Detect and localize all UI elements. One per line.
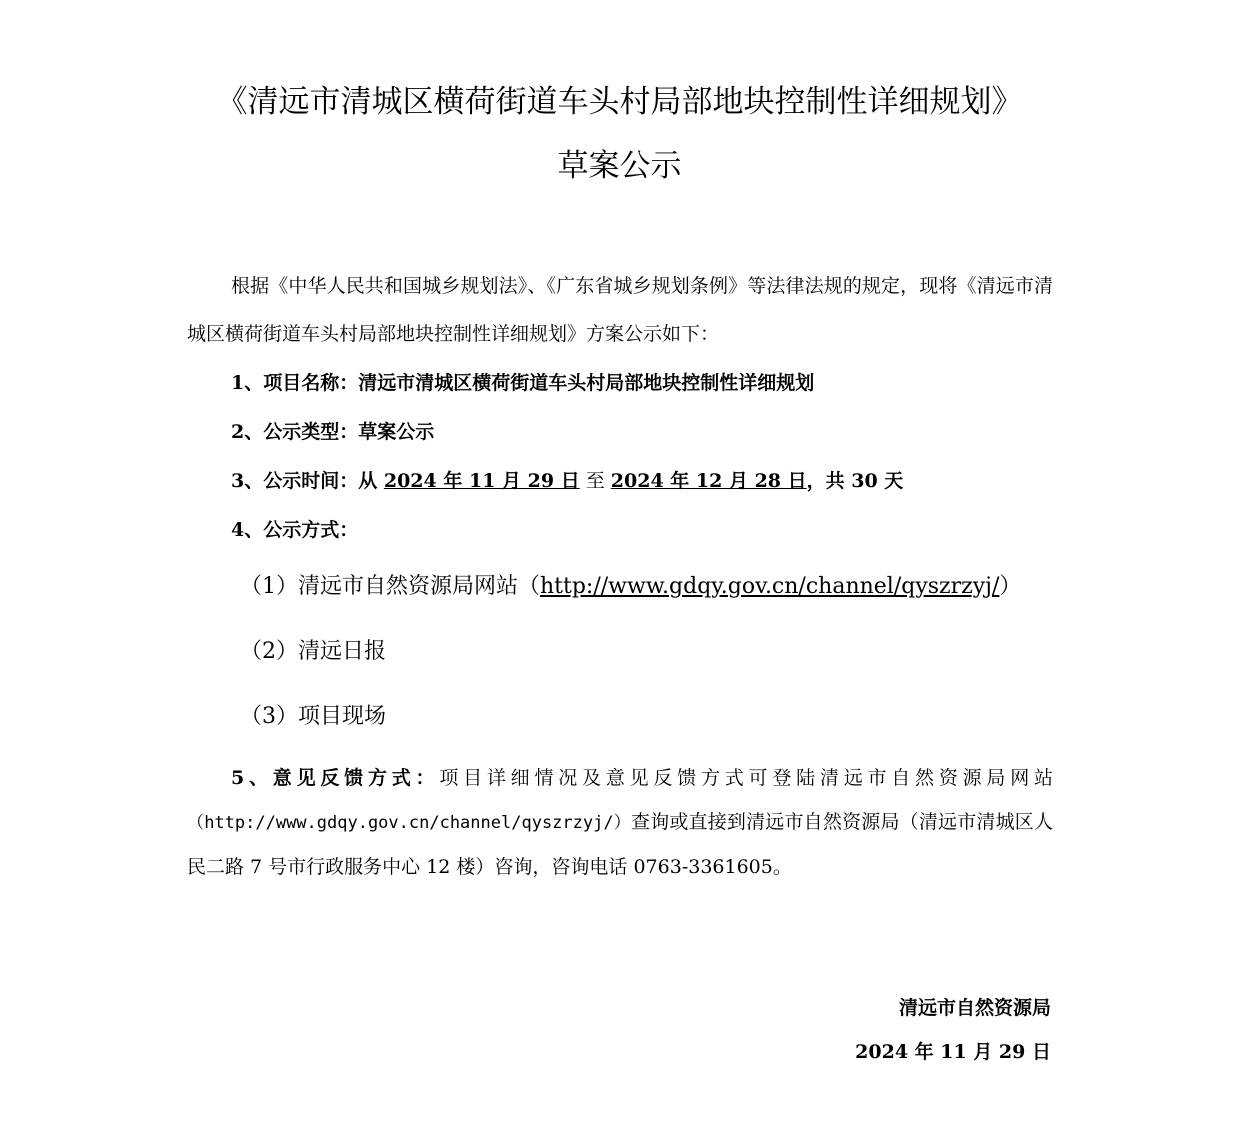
item-project-name [231, 367, 814, 399]
item-project-name-label: 1、项目名称： [231, 372, 359, 394]
end-date: 2024 年 12 月 28 日 [610, 470, 807, 492]
method-newspaper: （2）清远日报 [240, 639, 386, 664]
method-website-prefix: （1）清远市自然资源局网站（ [240, 574, 540, 599]
method-website-suffix: ） [999, 574, 1022, 599]
item-publicity-type [231, 416, 434, 448]
time-to: 至 [579, 470, 611, 492]
feedback-paragraph [187, 756, 1053, 889]
item-publicity-method-label: 4、公示方式： [231, 519, 359, 541]
item-publicity-type-label: 2、公示类型： [231, 421, 359, 443]
item-publicity-method [231, 514, 358, 546]
feedback-text-2: 查询或直接到清远市自然资源局（清远市清城区人民二路 7 号市行政服务中心 12 楼）咨询，咨询电话 0763-3361605。 [187, 811, 1053, 878]
item-project-name-value: 清远市清城区横荷街道车头村局部地块控制性详细规划 [358, 372, 815, 394]
feedback-url[interactable]: （http://www.gdqy.gov.cn/channel/qyszrzyj/） [187, 813, 631, 833]
method-website [240, 570, 1021, 604]
item-publicity-type-value: 草案公示 [358, 421, 435, 443]
feedback-text-1: 项目详细情况及意见反馈方式可登陆清远市自然资源局网站 [439, 767, 1053, 789]
method-site: （3）项目现场 [240, 704, 386, 729]
item-publicity-time-label: 3、公示时间： [231, 470, 359, 492]
intro-paragraph: 根据《中华人民共和国城乡规划法》、《广东省城乡规划条例》等法律法规的规定，现将《清远市清城区横荷街道车头村局部地块控制性详细规划》方案公示如下： [187, 275, 1053, 345]
item-publicity-time [231, 465, 903, 497]
document-subtitle: 草案公示 [557, 148, 682, 184]
start-date: 2024 年 11 月 29 日 [383, 470, 580, 492]
time-from-prefix: 从 [358, 470, 384, 492]
time-total: ，共 30 天 [806, 470, 904, 492]
feedback-label: 5、意见反馈方式： [231, 767, 440, 789]
website-link[interactable]: http://www.gdqy.gov.cn/channel/qyszrzyj/ [540, 574, 1000, 599]
signature-org: 清远市自然资源局 [898, 997, 1051, 1019]
document-title: 《清远市清城区横荷街道车头村局部地块控制性详细规划》 [216, 84, 1023, 120]
signature-date: 2024 年 11 月 29 日 [855, 1041, 1051, 1063]
